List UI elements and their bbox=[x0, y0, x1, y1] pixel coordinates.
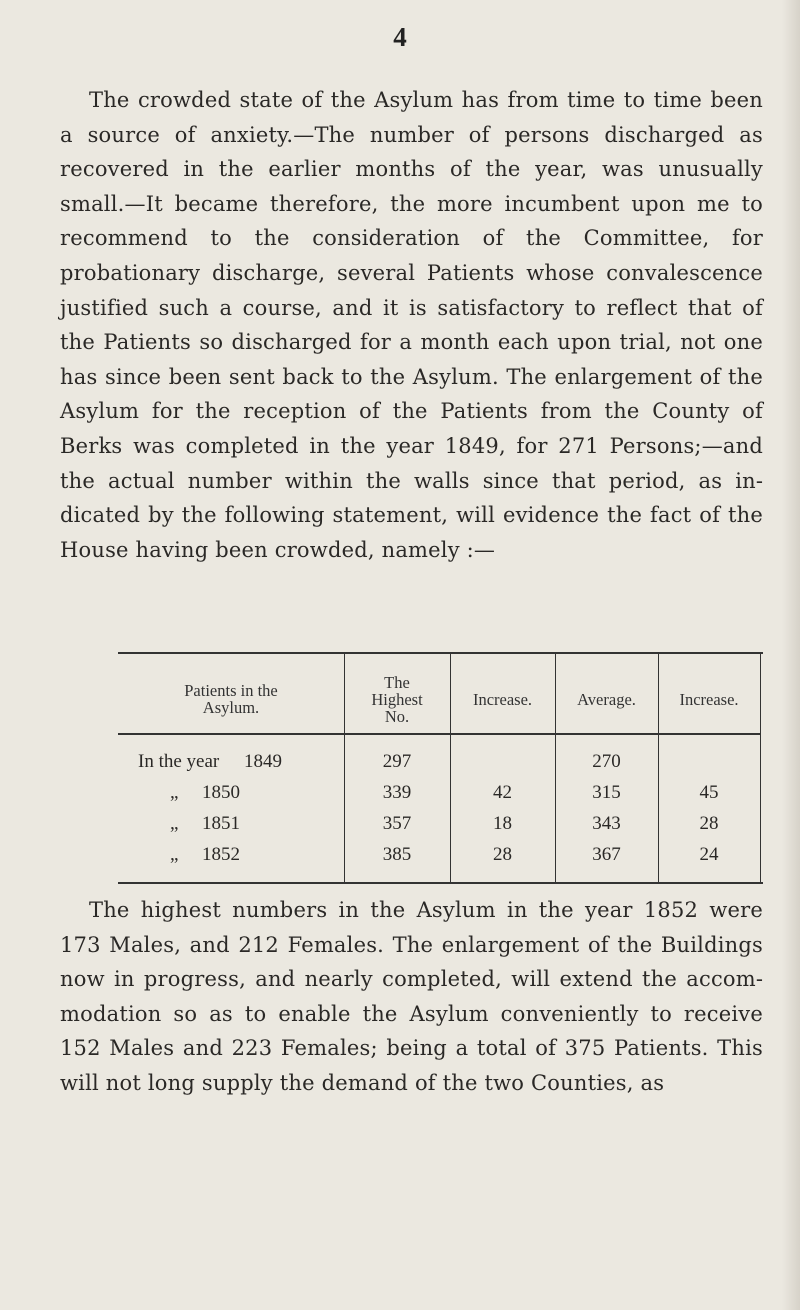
header-rule bbox=[344, 733, 450, 735]
header-rule bbox=[555, 733, 658, 735]
paragraph-highest-numbers bbox=[60, 893, 763, 1101]
cell-increase: 42 bbox=[493, 782, 512, 803]
header-rule bbox=[658, 733, 760, 735]
row-year: 1851 bbox=[202, 813, 240, 834]
row-prefix: „ bbox=[170, 813, 179, 834]
header-rule bbox=[450, 733, 555, 735]
row-prefix: „ bbox=[170, 844, 179, 865]
header-highest bbox=[344, 674, 450, 725]
paragraph-text: The crowded state of the Asylum has from time to time been a source of anxiety.—The number of persons discharged as recovered in the earlier months of the year, was unusually small.—It became therefore, the more incumbent upon me to recommend to the consideration of the Committee, for probationary discharge, several Patients whose convalescence justified such a course, and it is satisfactory to reflect that of the Patients so discharged for a month each upon trial, not one has since been sent back to the Asylum. The enlargement of the Asylum for the reception of the Patients from the County of Berks was completed in the year 1849, for 271 Persons;—and the actual number within the walls since that period, as indicated by the following statement, will evidence the fact of the House having been crowded, namely :— bbox=[60, 88, 763, 562]
row-prefix: In the year bbox=[138, 751, 220, 772]
table-row bbox=[118, 813, 763, 843]
header-increase-average: Increase. bbox=[679, 690, 739, 709]
cell-highest: 385 bbox=[382, 844, 412, 865]
cell-increase: 28 bbox=[493, 844, 512, 865]
table-row bbox=[118, 751, 763, 781]
row-year: 1850 bbox=[202, 782, 240, 803]
cell-increase-average: 24 bbox=[699, 844, 719, 865]
header-average: Average. bbox=[577, 690, 636, 709]
cell-average: 367 bbox=[592, 844, 621, 865]
cell-increase: 18 bbox=[493, 813, 512, 834]
header-highest-line3: No. bbox=[384, 707, 410, 726]
header-patients-line2: Asylum. bbox=[202, 698, 260, 717]
cell-increase-average: 28 bbox=[699, 813, 719, 834]
header-patients-line1: Patients in the bbox=[184, 681, 278, 700]
cell-average: 315 bbox=[592, 782, 621, 803]
header-highest-line1: The bbox=[384, 673, 410, 692]
header-patients bbox=[118, 682, 344, 716]
cell-average: 343 bbox=[592, 813, 621, 834]
asylum-statistics-table bbox=[118, 652, 763, 884]
table-row bbox=[118, 782, 763, 812]
cell-average: 270 bbox=[592, 751, 621, 772]
cell-highest: 339 bbox=[382, 782, 412, 803]
row-year: 1849 bbox=[244, 751, 282, 772]
row-year: 1852 bbox=[202, 844, 240, 865]
cell-highest: 357 bbox=[382, 813, 412, 834]
header-highest-line2: Highest bbox=[371, 690, 423, 709]
header-increase: Increase. bbox=[472, 690, 533, 709]
table-row bbox=[118, 844, 763, 874]
paragraph-crowded-state bbox=[60, 83, 763, 567]
paragraph-text: The highest numbers in the Asylum in the year 1852 were 173 Males, and 212 Females. The enlargement of the Buildings now in progress, and nearly completed, will extend the accommodation so as to enable the Asylum conveniently to receive 152 Males and 223 Females; being a total of 375 Patients. This will not long supply the demand of the two Counties, as bbox=[60, 898, 763, 1095]
header-rule bbox=[118, 733, 344, 735]
row-prefix: „ bbox=[170, 782, 179, 803]
cell-highest: 297 bbox=[382, 751, 412, 772]
page-edge-shadow bbox=[782, 0, 800, 1310]
page-number: 4 bbox=[393, 22, 407, 52]
cell-increase-average: 45 bbox=[699, 782, 719, 803]
